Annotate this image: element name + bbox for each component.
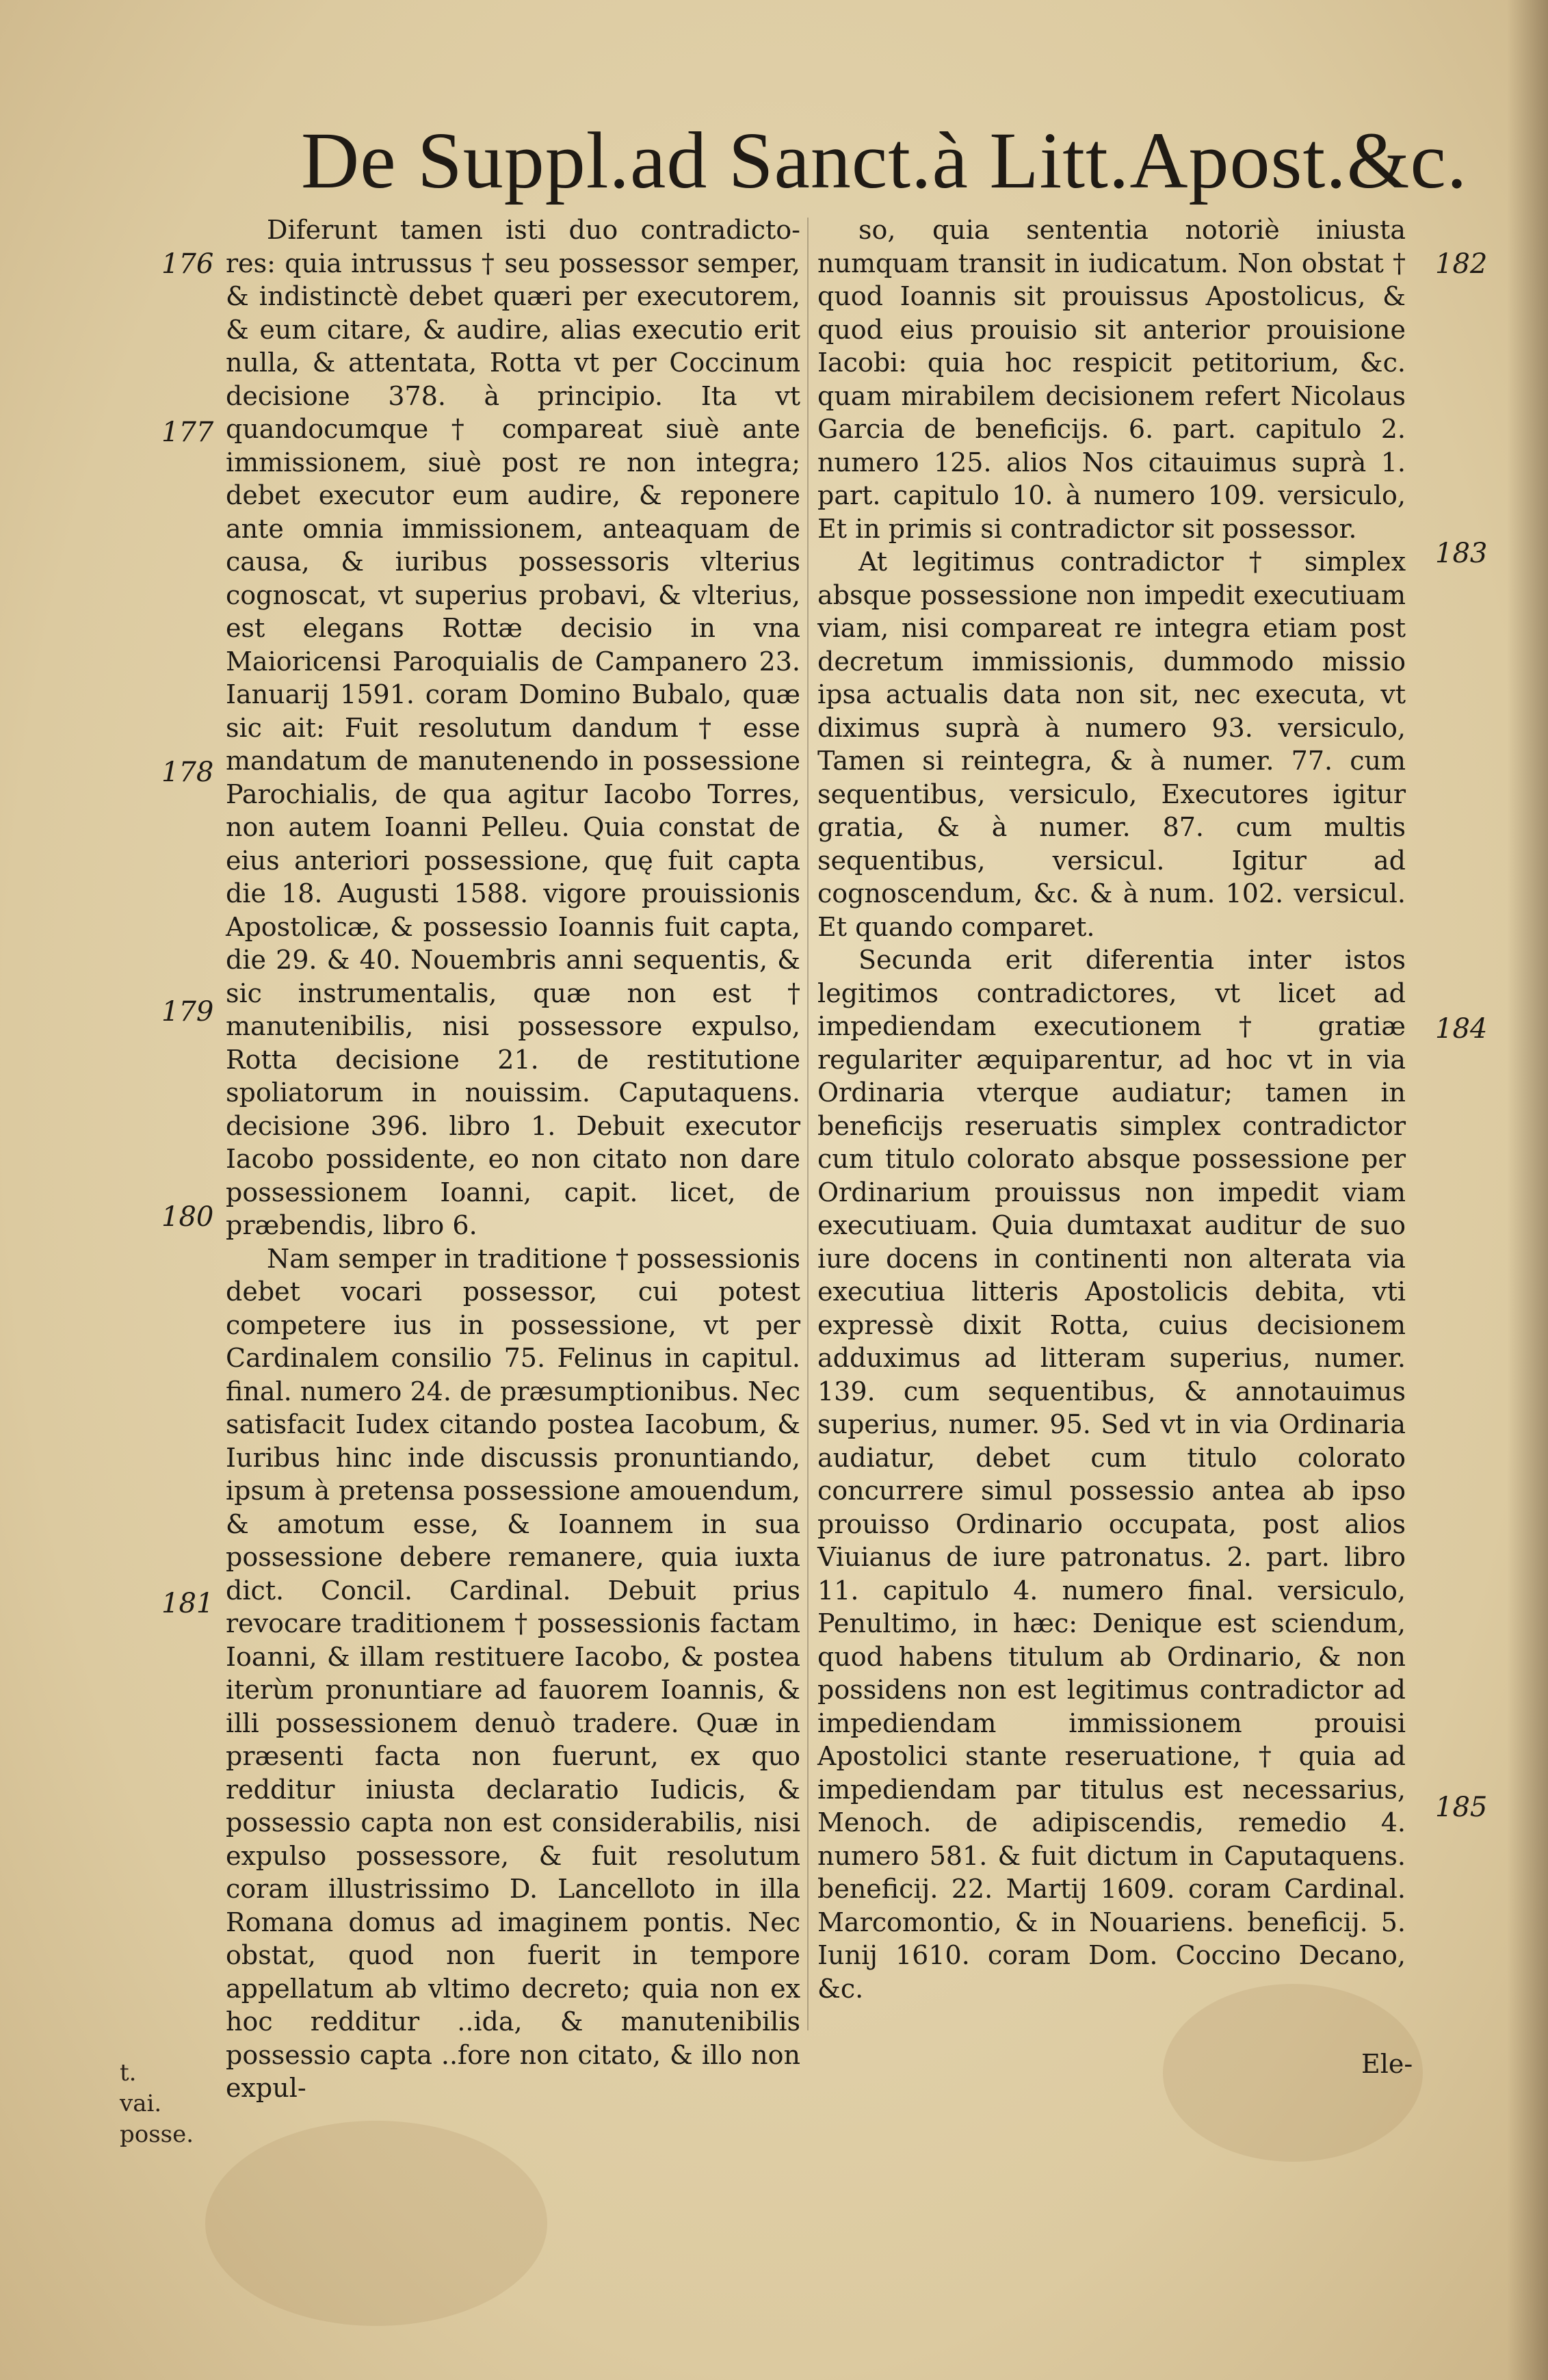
margin-number: 177 <box>161 417 214 448</box>
margin-number: 181 <box>161 1588 214 1619</box>
margin-fragment: t. <box>120 2059 137 2087</box>
paragraph: Secunda erit diferentia inter istos legitimos contradictores, vt licet ad impediendam executionem † gratiæ regulariter æquiparentur, ad hoc vt in via Ordinaria vterque audiatur; tamen in beneficijs reseruatis simplex contradictor cum titulo colorato absque possessione per Ordinarium prouissus non impedit viam executiuam. Quia dumtaxat auditur de suo iure docens in continenti non alterata via executiua litteris Apostolicis debita, vti expressè dixit Rotta, cuius decisionem adduximus ad litteram superius, numer. 139. cum sequentibus, & annotauimus superius, numer. 95. Sed vt in via Ordinaria audiatur, debet cum titulo colorato concurrere simul possessio antea ab ipso prouisso Ordinario occupata, post alios Viuianus de iure patronatus. 2. part. libro 11. capitulo 4. numero final. versiculo, Penultimo, in hæc: Denique est sciendum, quod habens titulum ab Ordinario, & non possidens non est legitimus contradictor ad impediendam immissionem prouisi Apostolici stante reseruatione, † quia ad impediendam par titulus est necessarius, Menoch. de adipiscendis, remedio 4. numero 581. & fuit dictum in Caputaquens. beneficij. 22. Martij 1609. coram Cardinal. Marcomontio, & in Nouariens. beneficij. 5. Iunij 1610. coram Dom. Coccino Decano, &c. <box>817 945 1406 2004</box>
margin-fragment: posse. <box>120 2121 194 2148</box>
paragraph: so, quia sententia notoriè iniusta numquam transit in iudicatum. Non obstat † quod Ioannis sit prouissus Apostolicus, & quod eius prouisio sit anterior prouisione Iacobi: quia hoc respicit petitorium, &c. quam mirabilem decisionem refert Nicolaus Garcia de beneficijs. 6. part. capitulo 2. numero 125. alios Nos citauimus suprà 1. part. capitulo 10. à numero 109. versiculo, Et in primis si contradictor sit possessor. <box>817 215 1406 544</box>
left-column <box>226 213 800 2103</box>
margin-number: 185 <box>1435 1792 1488 1823</box>
running-head: De Suppl.ad Sanct.à Litt.Apost.&c. <box>301 116 1468 205</box>
margin-number: 179 <box>161 996 214 1028</box>
paragraph: Nam semper in traditione † possessionis debet vocari possessor, cui potest competere ius in possessione, vt per Cardinalem consilio 75. Felinus in capitul. final. numero 24. de præsumptionibus. Nec satisfacit Iudex citando postea Iacobum, & Iuribus hinc inde discussis pronuntiando, ipsum à pretensa possessione amouendum, & amotum esse, & Ioannem in sua possessione debere remanere, quia iuxta dict. Concil. Cardinal. Debuit prius revocare traditionem † possessionis factam Ioanni, & illam restituere Iacobo, & postea iterùm pronuntiare ad fauorem Ioannis, & illi possessionem denuò tradere. Quæ in præsenti facta non fuerunt, ex quo redditur iniusta declaratio Iudicis, & possessio capta non est considerabilis, nisi expulso possessore, & fuit resolutum coram illustrissimo D. Lancelloto in illa Romana domus ad imaginem pontis. Nec obstat, quod non fuerit in tempore appellatum ab vltimo decreto; quia non ex hoc redditur ..ida, & manutenibilis possessio capta ..fore non citato, & illo non expul- <box>226 1243 800 2103</box>
column-divider <box>807 218 809 2030</box>
right-column <box>817 213 1406 2040</box>
margin-number: 180 <box>161 1201 214 1233</box>
paragraph: At legitimus contradictor † simplex absque possessione non impedit executiuam viam, nisi compareat re integra etiam post decretum immissionis, dummodo missio ipsa actualis data non sit, nec executa, vt diximus suprà à numero 93. versiculo, Tamen si reintegra, & à numer. 77. cum sequentibus, versiculo, Executores igitur gratia, & à numer. 87. cum multis sequentibus, versicul. Igitur ad cognoscendum, &c. & à num. 102. versicul. Et quando comparet. <box>817 547 1406 942</box>
margin-fragment: vai. <box>120 2090 162 2117</box>
margin-number: 178 <box>161 757 214 788</box>
paragraph: Diferunt tamen isti duo contradicto- res: quia intrussus † seu possessor semper, & indistinctè debet quæri per executorem, & eum citare, & audire, alias executio erit nulla, & attentata, Rotta vt per Coccinum decisione 378. à principio. Ita vt quandocumque † compareat siuè ante immissionem, siuè post re non integra; debet executor eum audire, & reponere ante omnia immissionem, anteaquam de causa, & iuribus possessoris vlterius cognoscat, vt superius probavi, & vlterius, est elegans Rottæ decisio in vna Maioricensi Paroquialis de Campanero 23. Ianuarij 1591. coram Domino Bubalo, quæ sic ait: Fuit resolutum dandum † esse mandatum de manutenendo in possessione Parochialis, de qua agitur Iacobo Torres, non autem Ioanni Pelleu. Quia constat de eius anteriori possessione, quę fuit capta die 18. Augusti 1588. vigore prouissionis Apostolicæ, & possessio Ioannis fuit capta, die 29. & 40. Nouembris anni sequentis, & sic instrumentalis, quæ non est † manutenibilis, nisi possessore expulso, Rotta decisione 21. de restitutione spoliatorum in nouissim. Caputaquens. decisione 396. libro 1. Debuit executor Iacobo possidente, eo non citato non dare possessionem Ioanni, capit. licet, de præbendis, libro 6. <box>226 215 800 1240</box>
catchword: Ele- <box>1361 2049 1413 2079</box>
margin-number: 183 <box>1435 538 1488 569</box>
margin-number: 182 <box>1435 248 1488 280</box>
page-gutter-shadow <box>1507 0 1548 2380</box>
margin-number: 184 <box>1435 1013 1488 1045</box>
margin-number: 176 <box>161 248 214 280</box>
paper-stain <box>205 2121 547 2326</box>
